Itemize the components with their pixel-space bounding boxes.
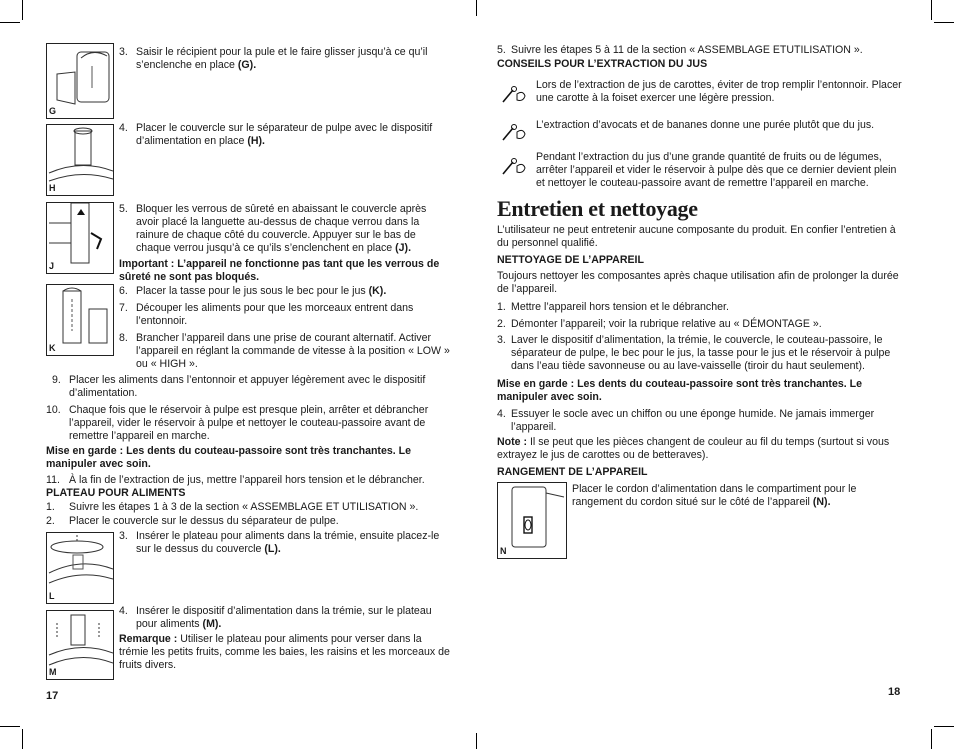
cord-storage-illustration (498, 483, 566, 558)
clean-step-1 (497, 301, 907, 314)
crop-mark (934, 726, 954, 727)
crop-mark (22, 729, 23, 749)
figure-k (46, 284, 114, 356)
step-number: 3. (497, 334, 506, 346)
crop-mark (0, 726, 20, 727)
step-text: Chaque fois que le réservoir à pulpe est presque plein, arrêter et débrancher l’appareil, vider le réservoir à pulpe et nettoyer le couteau-passoire avant de remettre l’appareil en marche. (69, 404, 429, 442)
step-number: 5. (119, 203, 128, 215)
crop-mark (931, 0, 932, 20)
figure-m (46, 610, 114, 680)
step-text (119, 530, 451, 556)
figure-label: G (49, 106, 57, 117)
warning-note: Mise en garde : Les dents du couteau-passoire sont très tranchantes. Le manipuler avec soin. (497, 378, 862, 403)
step-text: Suivre les étapes 5 à 11 de la section « ASSEMBLAGE ETUTILISATION ». (511, 44, 863, 56)
step-text: Laver le dispositif d’alimentation, la trémie, le couvercle, le couteau-passoire, le séparateur de pulpe, le bec pour le jus, la tasse pour le jus et le réservoir à pulpe dans l’eau tiède savonneuse ou au lave-vaisselle (tiroir du haut seulement). (511, 334, 891, 372)
step-5 (497, 44, 907, 57)
step-text (119, 285, 451, 298)
clean-intro: Toujours nettoyer les composantes après chaque utilisation afin de prolonger la durée de l’appareil. (497, 270, 899, 295)
figure-label: J (49, 261, 55, 272)
step-number: 5. (497, 44, 506, 56)
crop-mark (22, 0, 23, 20)
tip-icon (501, 156, 527, 176)
step-number: 8. (119, 332, 128, 344)
figure-ref: (H). (247, 134, 265, 147)
step-text: Découper les aliments pour que les morceaux entrent dans l’entonnoir. (136, 302, 414, 327)
step-text: Brancher l’appareil dans une prise de courant alternatif. Activer l’appareil en réglant la commande de vitesse à la position « LOW » ou « HIGH ». (136, 332, 450, 370)
clean-step-3 (497, 334, 907, 373)
warning-note: Mise en garde : Les dents du couteau-passoire sont très tranchantes. Le manipuler avec soin. (46, 445, 411, 470)
step-text: Placer les aliments dans l’entonnoir et appuyer légèrement avec le dispositif d’alimentation. (69, 374, 426, 399)
plateau-step-3 (119, 530, 451, 556)
plateau-step-4 (119, 605, 451, 631)
step-5 (119, 203, 451, 255)
figure-label: M (49, 667, 57, 678)
section-heading: PLATEAU POUR ALIMENTS (46, 487, 186, 499)
juice-cup-illustration (47, 285, 113, 355)
lid-and-feeder-illustration (47, 125, 113, 195)
figure-label: H (49, 183, 56, 194)
tip-1: Lors de l’extraction de jus de carottes, éviter de trop remplir l’entonnoir. Placer une carotte à la foiset exercer une légère pression. (536, 79, 902, 104)
step-9 (46, 374, 451, 400)
figure-j (46, 202, 114, 274)
step-number: 4. (497, 408, 506, 420)
step-text (119, 122, 451, 148)
figure-ref: (L). (264, 542, 281, 555)
crop-mark (0, 22, 20, 23)
section-heading: RANGEMENT DE L’APPAREIL (497, 466, 648, 478)
step-text (119, 203, 451, 255)
step-number: 6. (119, 285, 128, 297)
page-number: 18 (888, 686, 901, 698)
figure-g (46, 43, 114, 119)
step-number: 1. (497, 301, 506, 313)
plateau-step-1 (46, 501, 451, 514)
figure-label: K (49, 343, 56, 354)
step-text: Essuyer le socle avec un chiffon ou une éponge humide. Ne jamais immerger l’appareil. (511, 408, 875, 433)
figure-ref: (G). (237, 58, 257, 71)
remark-text: Utiliser le plateau pour aliments pour verser dans la trémie les petits fruits, comme les baies, les raisins et les morceaux de fruits divers. (119, 633, 450, 671)
step-10 (46, 404, 451, 443)
step-body: Saisir le récipient pour la pule et le faire glisser jusqu’à ce qu’il s’enclenche en place (136, 46, 428, 71)
figure-n (497, 482, 567, 559)
note-label: Note : (497, 436, 528, 448)
step-number: 7. (119, 302, 128, 314)
step-body: Placer la tasse pour le jus sous le bec pour le jus (136, 285, 366, 297)
step-text: Mettre l’appareil hors tension et le débrancher. (511, 301, 729, 313)
step-body: Insérer le plateau pour aliments dans la trémie, ensuite placez-le sur le dessus du couvercle (136, 530, 440, 555)
crop-mark (476, 733, 477, 749)
figure-h (46, 124, 114, 196)
step-11 (46, 474, 451, 487)
plateau-step-2 (46, 515, 451, 528)
step-text: À la fin de l’extraction de jus, mettre l’appareil hors tension et le débrancher. (69, 474, 425, 486)
step-number: 9. (52, 374, 61, 386)
tip-2: L’extraction d’avocats et de bananes donne une purée plutôt que du jus. (536, 119, 875, 131)
step-number: 2. (46, 515, 55, 527)
step-number: 3. (119, 46, 128, 58)
step-text (119, 605, 451, 631)
note (497, 436, 907, 462)
important-note: Important : L’appareil ne fonctionne pas tant que les verrous de sûreté ne sont pas bloqués. (119, 258, 440, 283)
step-number: 1. (46, 501, 55, 513)
step-6 (119, 285, 451, 298)
crop-mark (476, 0, 477, 16)
tip-icon (501, 84, 527, 104)
storage-body: Placer le cordon d’alimentation dans le compartiment pour le rangement du cordon situé sur le côté de l’appareil (572, 483, 857, 508)
section-title: Entretien et nettoyage (497, 196, 698, 221)
tip-icon (501, 122, 527, 142)
page-number: 17 (46, 690, 59, 702)
step-body: Bloquer les verrous de sûreté en abaissant le couvercle après avoir placé la languette au-dessus de chaque verrou dans la rainure de chaque côté du couvercle. Appuyer sur le bas de chaque verrou jusqu’à ce qu’ils s’enclenchent en place (136, 203, 427, 254)
safety-lock-illustration (47, 203, 113, 273)
figure-label: L (49, 591, 55, 602)
step-number: 3. (119, 530, 128, 542)
clean-step-2 (497, 318, 907, 331)
step-number: 2. (497, 318, 506, 330)
step-body: Insérer le dispositif d’alimentation dans la trémie, sur le plateau pour aliments (136, 605, 432, 630)
figure-ref: (J). (395, 241, 412, 254)
step-text: Démonter l’appareil; voir la rubrique relative au « DÉMONTAGE ». (511, 318, 822, 330)
step-number: 11. (46, 474, 60, 486)
step-text (119, 46, 451, 72)
figure-label: N (500, 546, 507, 557)
figure-ref: (M). (202, 617, 222, 630)
step-8 (119, 332, 451, 371)
step-4 (119, 122, 451, 148)
section-heading: NETTOYAGE DE L’APPAREIL (497, 254, 644, 266)
step-7 (119, 302, 451, 328)
clean-step-4 (497, 408, 907, 434)
step-text: Placer le couvercle sur le dessus du séparateur de pulpe. (69, 515, 339, 527)
feeder-insert-illustration (47, 611, 113, 679)
crop-mark (934, 22, 954, 23)
note-text: Il se peut que les pièces changent de couleur au fil du temps (surtout si vous extrayez le jus de carottes ou de betteraves). (497, 436, 890, 461)
step-number: 10. (46, 404, 61, 416)
step-body: Placer le couvercle sur le séparateur de pulpe avec le dispositif d’alimentation en place (136, 122, 433, 147)
intro-paragraph: L’utilisateur ne peut entretenir aucune composante du produit. En confier l’entretien à du personnel qualifié. (497, 224, 896, 249)
section-heading: CONSEILS POUR L’EXTRACTION DU JUS (497, 58, 708, 70)
food-tray-illustration (47, 533, 113, 603)
step-3 (119, 46, 451, 72)
figure-l (46, 532, 114, 604)
crop-mark (931, 729, 932, 749)
figure-ref: (K). (368, 285, 387, 297)
remark-label: Remarque : (119, 633, 178, 645)
tip-3: Pendant l’extraction du jus d’une grande quantité de fruits ou de légumes, arrêter l’appareil et vider le réservoir à pulpe dès que ce dernier devient plein et nettoyer le couteau-passoire avant de remettre l’appareil en marche. (536, 151, 897, 189)
step-text: Suivre les étapes 1 à 3 de la section « ASSEMBLAGE ET UTILISATION ». (69, 501, 419, 513)
step-number: 4. (119, 122, 128, 134)
step-number: 4. (119, 605, 128, 617)
remark (119, 633, 451, 672)
pulp-container-illustration (47, 44, 113, 118)
storage-text (572, 483, 902, 509)
figure-ref: (N). (812, 495, 831, 508)
